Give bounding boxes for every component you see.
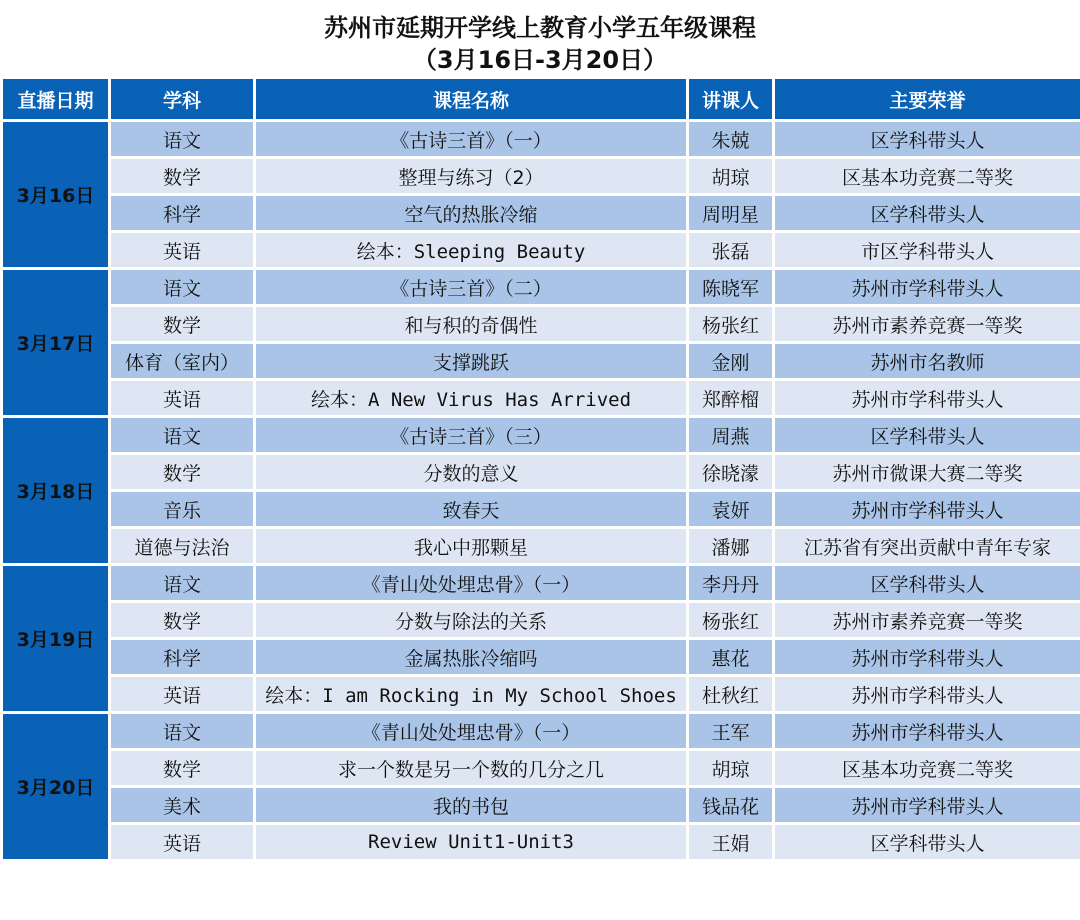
table-row — [2, 639, 1080, 676]
teacher-cell: 王娟 — [688, 824, 774, 861]
table-row — [2, 380, 1080, 417]
table-row — [2, 417, 1080, 454]
teacher-cell: 胡琼 — [688, 750, 774, 787]
subject-cell: 语文 — [110, 269, 255, 306]
date-cell: 3月19日 — [2, 565, 110, 713]
subject-cell: 语文 — [110, 565, 255, 602]
honor-cell: 区基本功竞赛二等奖 — [774, 750, 1080, 787]
table-row — [2, 269, 1080, 306]
teacher-cell: 朱兢 — [688, 121, 774, 158]
course-cell: 致春天 — [255, 491, 688, 528]
honor-cell: 江苏省有突出贡献中青年专家 — [774, 528, 1080, 565]
honor-cell: 苏州市学科带头人 — [774, 713, 1080, 750]
title-main: 苏州市延期开学线上教育小学五年级课程 — [324, 14, 756, 42]
header-date: 直播日期 — [2, 78, 110, 121]
course-cell: 空气的热胀冷缩 — [255, 195, 688, 232]
teacher-cell: 李丹丹 — [688, 565, 774, 602]
course-cell: 和与积的奇偶性 — [255, 306, 688, 343]
course-cell: 金属热胀冷缩吗 — [255, 639, 688, 676]
header-honor: 主要荣誉 — [774, 78, 1080, 121]
honor-cell: 苏州市微课大赛二等奖 — [774, 454, 1080, 491]
table-row — [2, 491, 1080, 528]
course-cell: 绘本：A New Virus Has Arrived — [255, 380, 688, 417]
course-cell: 我心中那颗星 — [255, 528, 688, 565]
course-cell: 绘本：I am Rocking in My School Shoes — [255, 676, 688, 713]
course-cell: 我的书包 — [255, 787, 688, 824]
honor-cell: 苏州市学科带头人 — [774, 787, 1080, 824]
subject-cell: 语文 — [110, 713, 255, 750]
teacher-cell: 周燕 — [688, 417, 774, 454]
subject-cell: 体育（室内） — [110, 343, 255, 380]
table-row — [2, 528, 1080, 565]
course-cell: 《古诗三首》（三） — [255, 417, 688, 454]
subject-cell: 数学 — [110, 602, 255, 639]
table-row — [2, 602, 1080, 639]
schedule-table — [0, 76, 1080, 862]
table-row — [2, 195, 1080, 232]
table-row — [2, 158, 1080, 195]
honor-cell: 苏州市学科带头人 — [774, 639, 1080, 676]
table-row — [2, 306, 1080, 343]
teacher-cell: 金刚 — [688, 343, 774, 380]
honor-cell: 区基本功竞赛二等奖 — [774, 158, 1080, 195]
subject-cell: 英语 — [110, 380, 255, 417]
subject-cell: 数学 — [110, 158, 255, 195]
table-row — [2, 454, 1080, 491]
date-cell: 3月18日 — [2, 417, 110, 565]
teacher-cell: 袁妍 — [688, 491, 774, 528]
honor-cell: 苏州市名教师 — [774, 343, 1080, 380]
teacher-cell: 张磊 — [688, 232, 774, 269]
teacher-cell: 钱品花 — [688, 787, 774, 824]
table-row — [2, 343, 1080, 380]
teacher-cell: 杨张红 — [688, 306, 774, 343]
schedule-body — [2, 121, 1080, 861]
teacher-cell: 杜秋红 — [688, 676, 774, 713]
course-cell: 整理与练习（2） — [255, 158, 688, 195]
honor-cell: 苏州市学科带头人 — [774, 269, 1080, 306]
subject-cell: 数学 — [110, 750, 255, 787]
course-cell: 分数的意义 — [255, 454, 688, 491]
subject-cell: 科学 — [110, 195, 255, 232]
table-row — [2, 787, 1080, 824]
table-row — [2, 676, 1080, 713]
subject-cell: 科学 — [110, 639, 255, 676]
honor-cell: 苏州市学科带头人 — [774, 380, 1080, 417]
subject-cell: 英语 — [110, 232, 255, 269]
subject-cell: 道德与法治 — [110, 528, 255, 565]
table-row — [2, 713, 1080, 750]
table-row — [2, 232, 1080, 269]
date-cell: 3月17日 — [2, 269, 110, 417]
course-cell: Review Unit1-Unit3 — [255, 824, 688, 861]
teacher-cell: 徐晓濛 — [688, 454, 774, 491]
table-row — [2, 824, 1080, 861]
date-cell: 3月16日 — [2, 121, 110, 269]
honor-cell: 区学科带头人 — [774, 417, 1080, 454]
honor-cell: 苏州市学科带头人 — [774, 491, 1080, 528]
subject-cell: 音乐 — [110, 491, 255, 528]
teacher-cell: 惠花 — [688, 639, 774, 676]
course-cell: 绘本：Sleeping Beauty — [255, 232, 688, 269]
header-teacher: 讲课人 — [688, 78, 774, 121]
document-title — [0, 0, 1080, 76]
teacher-cell: 胡琼 — [688, 158, 774, 195]
teacher-cell: 杨张红 — [688, 602, 774, 639]
honor-cell: 苏州市学科带头人 — [774, 676, 1080, 713]
subject-cell: 语文 — [110, 417, 255, 454]
honor-cell: 市区学科带头人 — [774, 232, 1080, 269]
teacher-cell: 郑醉榴 — [688, 380, 774, 417]
table-row — [2, 565, 1080, 602]
subject-cell: 语文 — [110, 121, 255, 158]
title-date-range: （3月16日-3月20日） — [412, 46, 668, 74]
table-row — [2, 121, 1080, 158]
course-cell: 《青山处处埋忠骨》（一） — [255, 713, 688, 750]
teacher-cell: 周明星 — [688, 195, 774, 232]
honor-cell: 区学科带头人 — [774, 565, 1080, 602]
course-cell: 分数与除法的关系 — [255, 602, 688, 639]
course-cell: 求一个数是另一个数的几分之几 — [255, 750, 688, 787]
subject-cell: 美术 — [110, 787, 255, 824]
course-cell: 《古诗三首》（一） — [255, 121, 688, 158]
subject-cell: 数学 — [110, 454, 255, 491]
header-subject: 学科 — [110, 78, 255, 121]
honor-cell: 区学科带头人 — [774, 824, 1080, 861]
teacher-cell: 潘娜 — [688, 528, 774, 565]
honor-cell: 区学科带头人 — [774, 121, 1080, 158]
teacher-cell: 王军 — [688, 713, 774, 750]
course-cell: 《青山处处埋忠骨》（一） — [255, 565, 688, 602]
course-cell: 《古诗三首》（二） — [255, 269, 688, 306]
subject-cell: 英语 — [110, 824, 255, 861]
date-cell: 3月20日 — [2, 713, 110, 861]
honor-cell: 苏州市素养竞赛一等奖 — [774, 602, 1080, 639]
subject-cell: 数学 — [110, 306, 255, 343]
honor-cell: 苏州市素养竞赛一等奖 — [774, 306, 1080, 343]
header-row — [2, 78, 1080, 121]
course-cell: 支撑跳跃 — [255, 343, 688, 380]
teacher-cell: 陈晓军 — [688, 269, 774, 306]
table-row — [2, 750, 1080, 787]
subject-cell: 英语 — [110, 676, 255, 713]
honor-cell: 区学科带头人 — [774, 195, 1080, 232]
header-course: 课程名称 — [255, 78, 688, 121]
